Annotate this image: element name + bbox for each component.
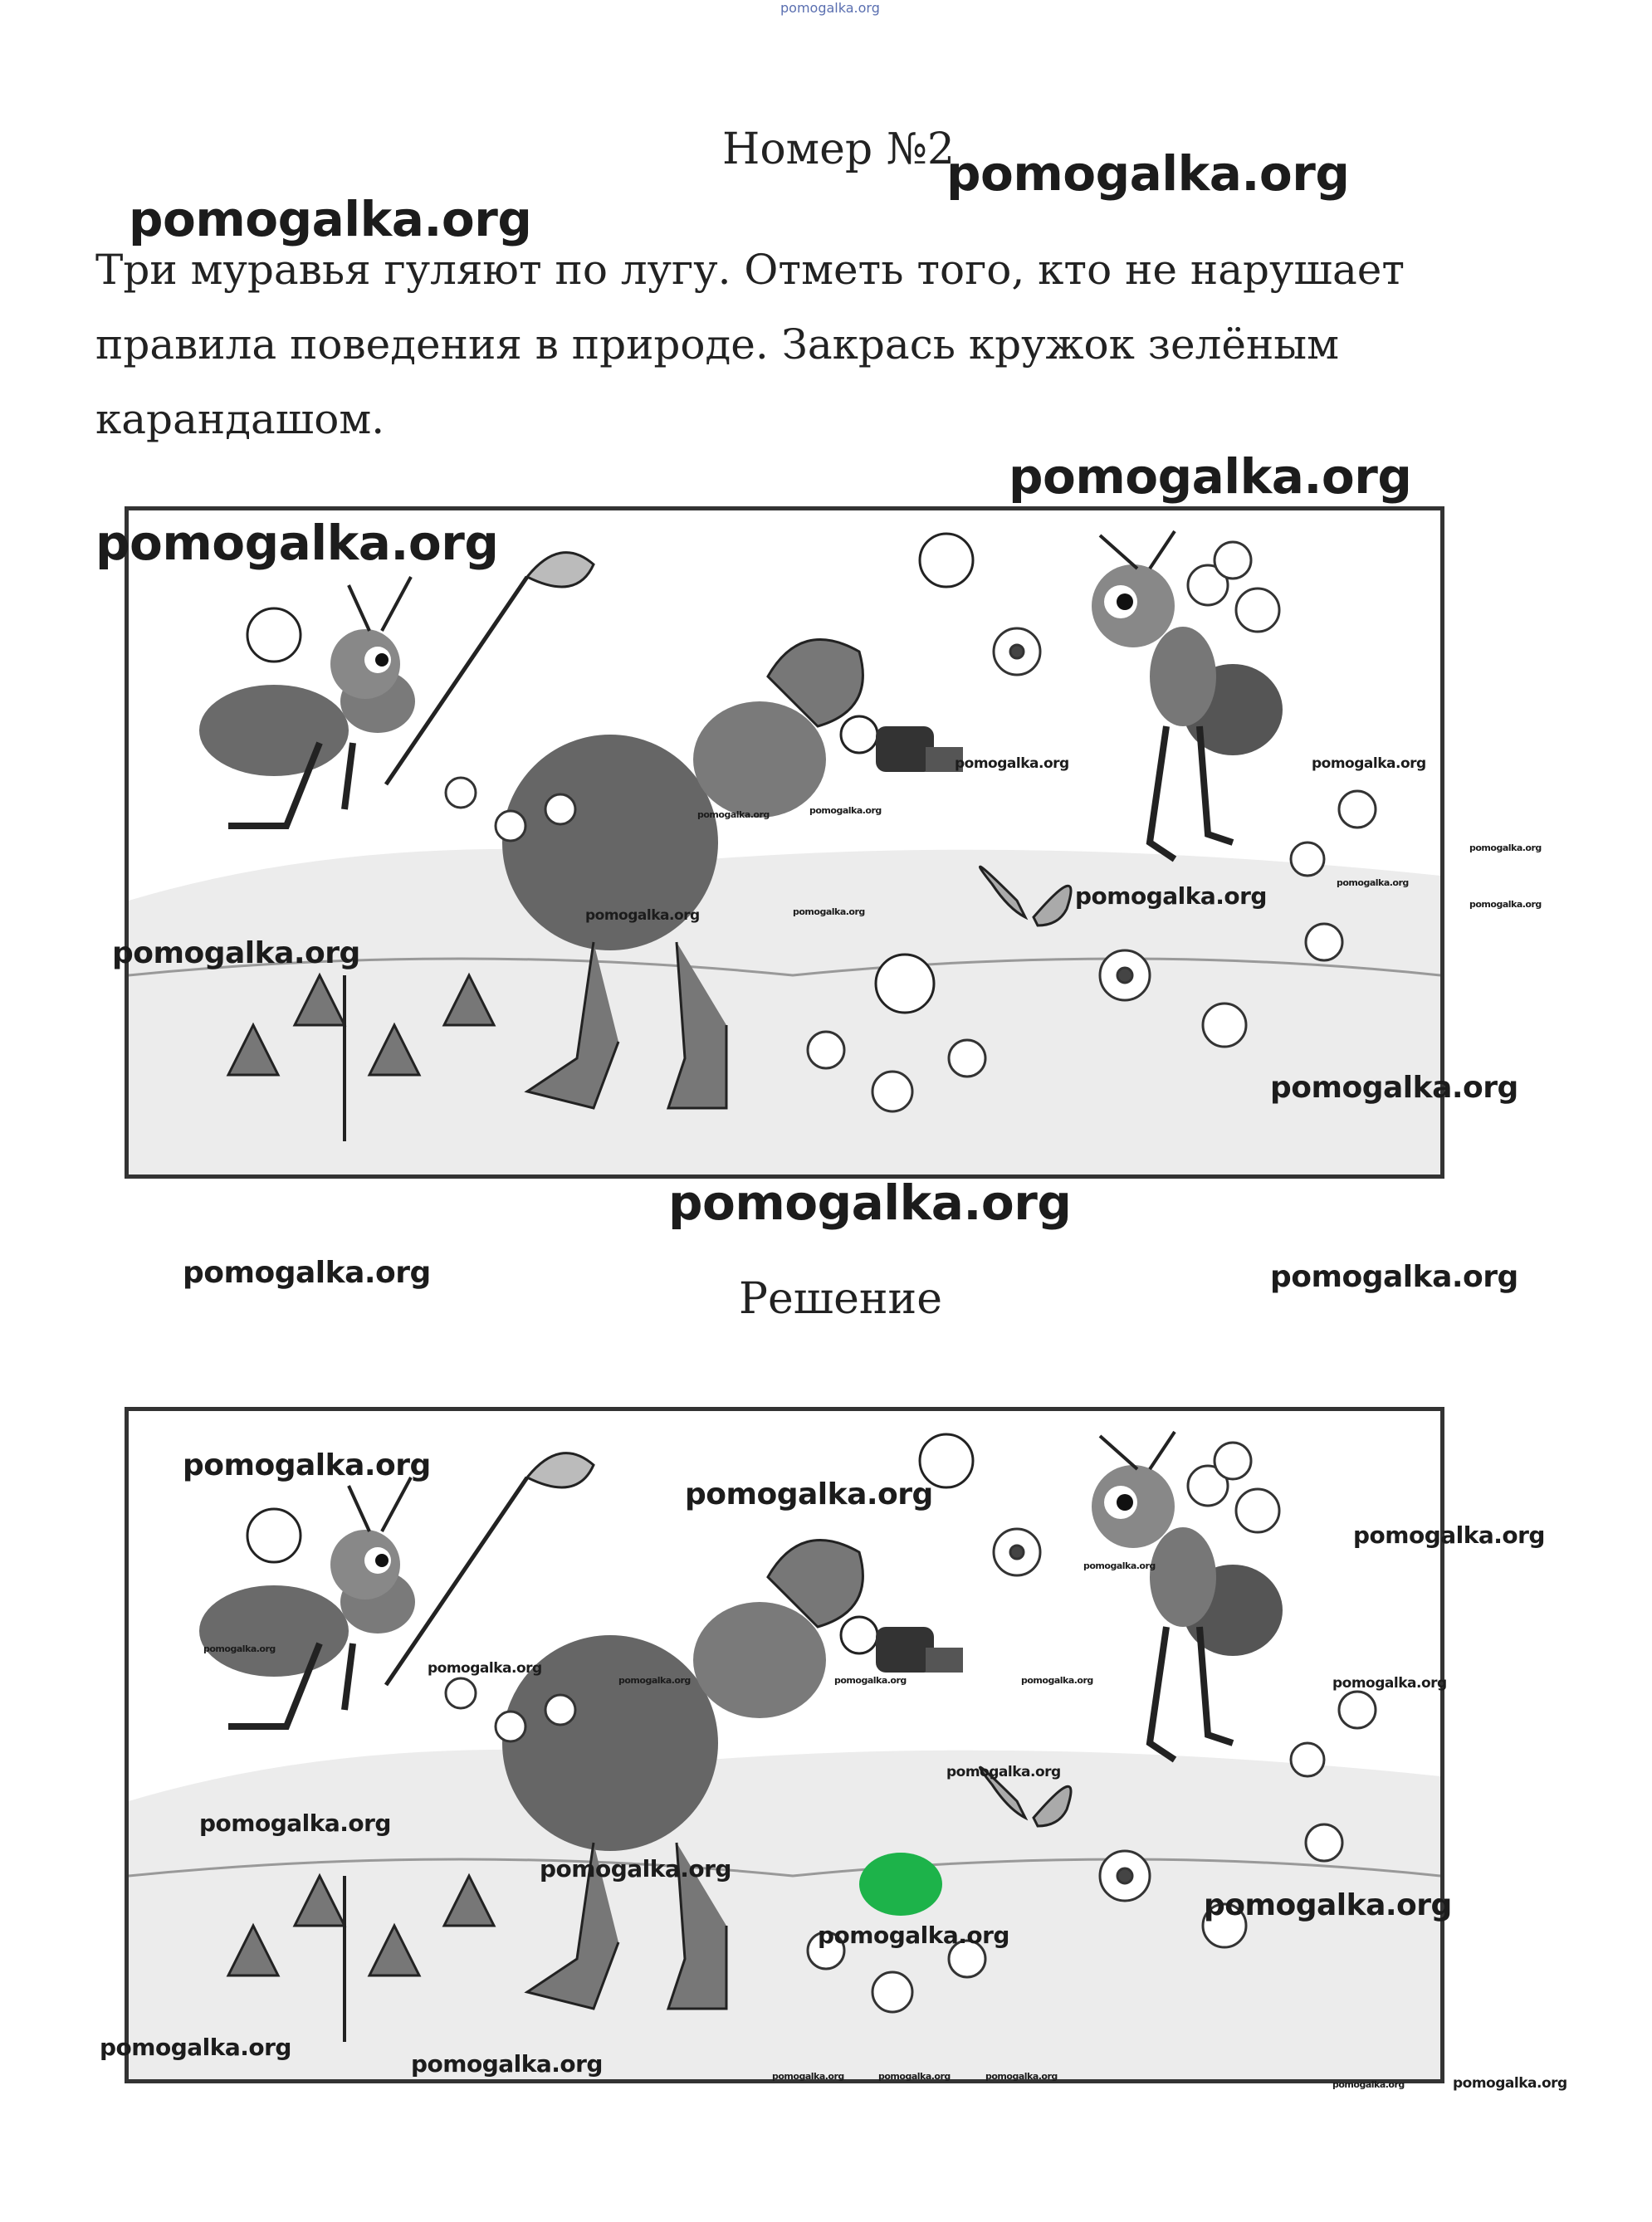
answer-circle-filled-green	[859, 1853, 942, 1916]
watermark: pomogalka.org	[618, 1675, 691, 1686]
watermark: pomogalka.org	[100, 2034, 291, 2061]
watermark: pomogalka.org	[685, 1477, 933, 1511]
watermark: pomogalka.org	[95, 515, 499, 571]
watermark: pomogalka.org	[183, 1256, 431, 1290]
answer-circle-middle	[876, 955, 934, 1013]
watermark: pomogalka.org	[1332, 2079, 1405, 2090]
watermark: pomogalka.org	[1021, 1675, 1093, 1686]
task-illustration	[125, 506, 1444, 1179]
watermark: pomogalka.org	[112, 936, 360, 970]
watermark: pomogalka.org	[818, 1922, 1009, 1949]
watermark: pomogalka.org	[1204, 1888, 1452, 1922]
watermark: pomogalka.org	[428, 1660, 542, 1677]
solution-title: Решение	[739, 1274, 942, 1324]
watermark: pomogalka.org	[203, 1643, 276, 1654]
watermark: pomogalka.org	[793, 906, 865, 917]
watermark: pomogalka.org	[1353, 1521, 1545, 1549]
watermark: pomogalka.org	[955, 755, 1069, 772]
task-text: Три муравья гуляют по лугу. Отметь того, кто не нарушает правила поведения в природе. Закрась кружок зелёным карандашом.	[95, 246, 1405, 443]
watermark: pomogalka.org	[1083, 1560, 1156, 1571]
watermark: pomogalka.org	[199, 1809, 391, 1837]
watermark: pomogalka.org	[183, 1448, 431, 1482]
watermark: pomogalka.org	[129, 191, 532, 247]
watermark: pomogalka.org	[411, 2050, 603, 2078]
ant-with-flowers-illustration	[1092, 1432, 1283, 1760]
watermark: pomogalka.org	[1009, 448, 1412, 505]
watermark: pomogalka.org	[1469, 842, 1542, 853]
watermark: pomogalka.org	[1270, 1260, 1518, 1294]
watermark: pomogalka.org	[585, 907, 700, 924]
watermark: pomogalka.org	[878, 2071, 951, 2082]
meadow-scene	[129, 510, 1440, 1174]
watermark: pomogalka.org	[1312, 755, 1426, 772]
watermark: pomogalka.org	[985, 2071, 1058, 2082]
answer-circle-right	[920, 534, 973, 587]
watermark: pomogalka.org	[1270, 1071, 1518, 1105]
watermark: pomogalka.org	[1453, 2075, 1567, 2092]
watermark: pomogalka.org	[1469, 899, 1542, 910]
watermark: pomogalka.org	[772, 2071, 844, 2082]
watermark: pomogalka.org	[834, 1675, 907, 1686]
watermark: pomogalka.org	[1332, 1675, 1447, 1692]
page-title: Номер №2	[722, 125, 955, 174]
watermark: pomogalka.org	[946, 145, 1350, 202]
watermark: pomogalka.org	[540, 1855, 731, 1883]
ant-with-flowers-illustration	[1092, 531, 1283, 859]
answer-circle-left	[247, 1509, 301, 1562]
watermark: pomogalka.org	[1337, 877, 1409, 888]
watermark: pomogalka.org	[697, 809, 770, 820]
watermark: pomogalka.org	[1075, 882, 1267, 910]
top-url[interactable]: pomogalka.org	[780, 0, 880, 16]
watermark: pomogalka.org	[946, 1764, 1061, 1780]
watermark: pomogalka.org	[809, 805, 882, 816]
answer-circle-left	[247, 608, 301, 662]
watermark: pomogalka.org	[668, 1174, 1072, 1231]
